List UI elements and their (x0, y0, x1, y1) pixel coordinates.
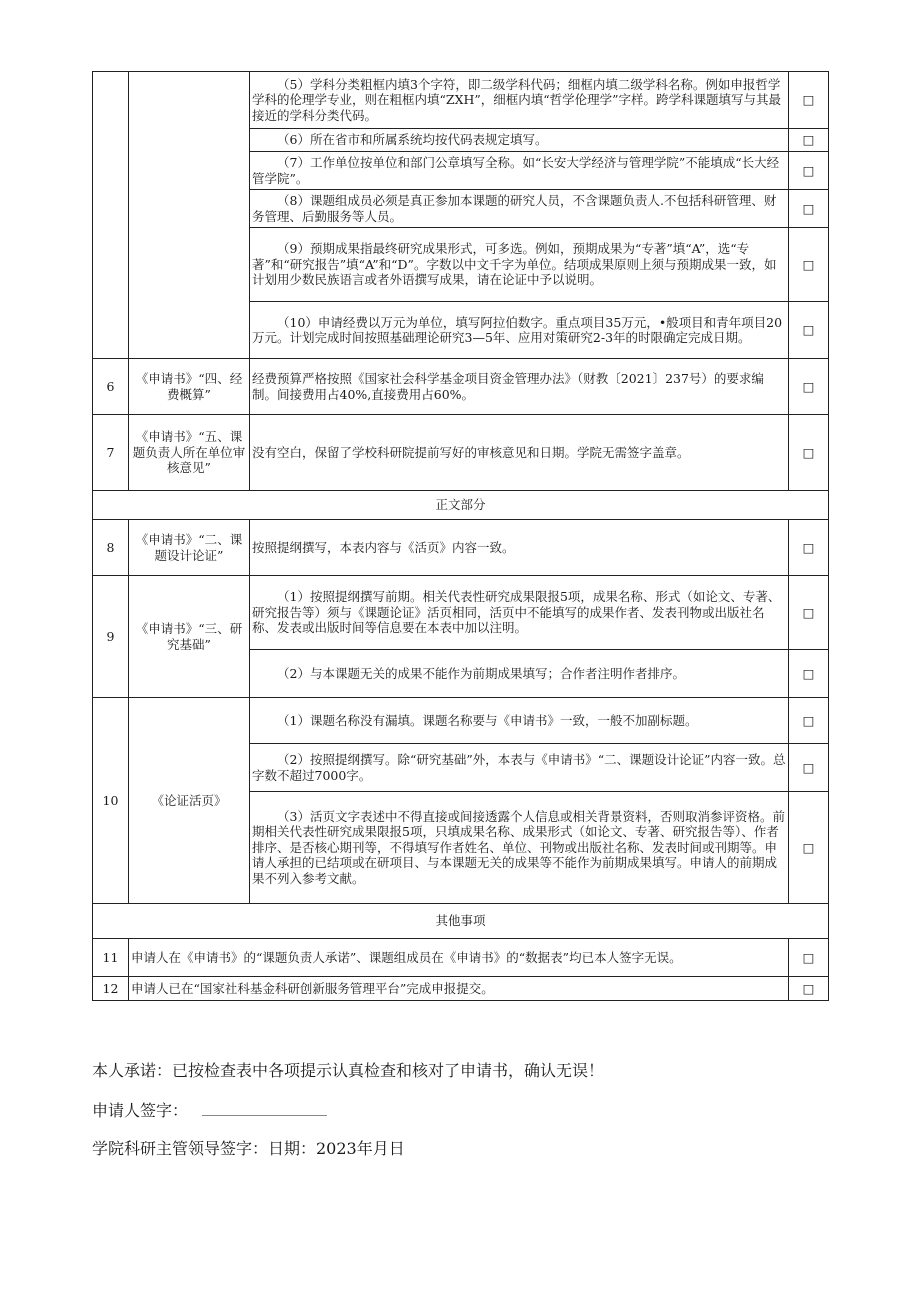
requirement-text: 经费预算严格按照《国家社会科学基金项目资金管理办法》（财教〔2021〕237号）的要求编制。间接费用占40%,直接费用占60%。 (250, 359, 789, 415)
requirement-text: （7）工作单位按单位和部门公章填写全称。如“长安大学经济与管理学院”不能填成“长大经管学院”。 (250, 152, 789, 190)
requirement-text: （1）按照提纲撰写前期。相关代表性研究成果限报5项，成果名称、形式（如论文、专著、研究报告等）须与《课题论证》活页相同，活页中不能填写的成果作者、发表刊物或出版社名称、发表或出版时间等信息要在本表中加以注明。 (250, 576, 789, 650)
item-title: 《论证活页》 (129, 698, 250, 904)
checkbox[interactable]: □ (789, 228, 829, 302)
item-title: 《申请书》“四、经费概算” (129, 359, 250, 415)
checkbox[interactable]: □ (789, 792, 829, 904)
requirement-text: 申请人已在“国家社科基金科研创新服务管理平台”完成申报提交。 (129, 977, 789, 1001)
section-title-other: 其他事项 (93, 904, 829, 939)
checklist-table (92, 71, 829, 1001)
table-row (93, 939, 829, 977)
checkbox[interactable]: □ (789, 939, 829, 977)
row-number: 6 (93, 359, 129, 415)
requirement-text: 没有空白，保留了学校科研院提前写好的审核意见和日期。学院无需签字盖章。 (250, 415, 789, 491)
checkbox[interactable]: □ (789, 415, 829, 491)
table-row (93, 415, 829, 491)
checkbox[interactable]: □ (789, 129, 829, 152)
pledge-statement: 本人承诺：已按检查表中各项提示认真检查和核对了申请书，确认无误！ (92, 1061, 605, 1080)
row-number: 8 (93, 520, 129, 576)
requirement-text: 按照提纲撰写，本表内容与《活页》内容一致。 (250, 520, 789, 576)
requirement-text: （2）按照提纲撰写。除“研究基础”外，本表与《申请书》“二、课题设计论证”内容一致。总字数不超过7000字。 (250, 744, 789, 792)
row-number: 10 (93, 698, 129, 904)
section-header-row (93, 491, 829, 520)
checkbox[interactable]: □ (789, 744, 829, 792)
table-row (93, 520, 829, 576)
section-title-main: 正文部分 (93, 491, 829, 520)
checkbox[interactable]: □ (789, 576, 829, 650)
leader-signature-line: 学院科研主管领导签字：日期：2023年月日 (92, 1139, 405, 1158)
item-title: 《申请书》“二、课题设计论证” (129, 520, 250, 576)
section-header-row (93, 904, 829, 939)
requirement-text: （9）预期成果指最终研究成果形式，可多选。例如，预期成果为“专著”填“A”，选“专著”和“研究报告”填“A”和“D”。字数以中文千字为单位。结项成果原则上须与预期成果一致，如计划用少数民族语言或者外语撰写成果，请在论证中予以说明。 (250, 228, 789, 302)
requirement-text: （2）与本课题无关的成果不能作为前期成果填写；合作者注明作者排序。 (250, 650, 789, 698)
checkbox[interactable]: □ (789, 977, 829, 1001)
requirement-text: （1）课题名称没有漏填。课题名称要与《申请书》一致，一般不加副标题。 (250, 698, 789, 744)
row-number: 9 (93, 576, 129, 698)
requirement-text: （6）所在省市和所属系统均按代码表规定填写。 (250, 129, 789, 152)
checkbox[interactable]: □ (789, 359, 829, 415)
checkbox[interactable]: □ (789, 152, 829, 190)
requirement-text: （3）活页文字表述中不得直接或间接透露个人信息或相关背景资料，否则取消参评资格。前期相关代表性研究成果限报5项，只填成果名称、成果形式（如论文、专著、研究报告等）、作者排序、是否核心期刊等，不得填写作者姓名、单位、刊物或出版社名称、发表时间或刊期等。申请人承担的已结项或在研项目、与本课题无关的成果等不能作为前期成果填写。申请人的前期成果不列入参考文献。 (250, 792, 789, 904)
row-number: 7 (93, 415, 129, 491)
row-number-cell (93, 72, 129, 359)
requirement-text: （10）申请经费以万元为单位，填写阿拉伯数字。重点项目35万元，•般项目和青年项目20万元。计划完成时间按照基础理论研究3—5年、应用对策研究2-3年的时限确定完成日期。 (250, 302, 789, 359)
row-number: 12 (93, 977, 129, 1001)
requirement-text: 申请人在《申请书》的“课题负责人承诺”、课题组成员在《申请书》的“数据表”均已本人签字无误。 (129, 939, 789, 977)
item-title-cell (129, 72, 250, 359)
checkbox[interactable]: □ (789, 190, 829, 228)
row-number: 11 (93, 939, 129, 977)
applicant-signature-line (92, 1098, 327, 1121)
table-row (93, 72, 829, 129)
table-row (93, 698, 829, 744)
requirement-text: （8）课题组成员必须是真正参加本课题的研究人员，不含课题负责人.不包括科研管理、财务管理、后勤服务等人员。 (250, 190, 789, 228)
table-row (93, 977, 829, 1001)
checkbox[interactable]: □ (789, 72, 829, 129)
checkbox[interactable]: □ (789, 698, 829, 744)
checkbox[interactable]: □ (789, 302, 829, 359)
signature-blank[interactable] (202, 1099, 327, 1116)
table-row (93, 576, 829, 650)
checkbox[interactable]: □ (789, 650, 829, 698)
applicant-signature-label: 申请人签字： (92, 1101, 189, 1120)
table-row (93, 359, 829, 415)
item-title: 《申请书》“五、课题负责人所在单位审核意见” (129, 415, 250, 491)
item-title: 《申请书》“三、研究基础” (129, 576, 250, 698)
checkbox[interactable]: □ (789, 520, 829, 576)
requirement-text: （5）学科分类粗框内填3个字符，即二级学科代码；细框内填二级学科名称。例如申报哲学学科的伦理学专业，则在粗框内填“ZXH”，细框内填“哲学伦理学”字样。跨学科课题填写与其最接近的学科分类代码。 (250, 72, 789, 129)
